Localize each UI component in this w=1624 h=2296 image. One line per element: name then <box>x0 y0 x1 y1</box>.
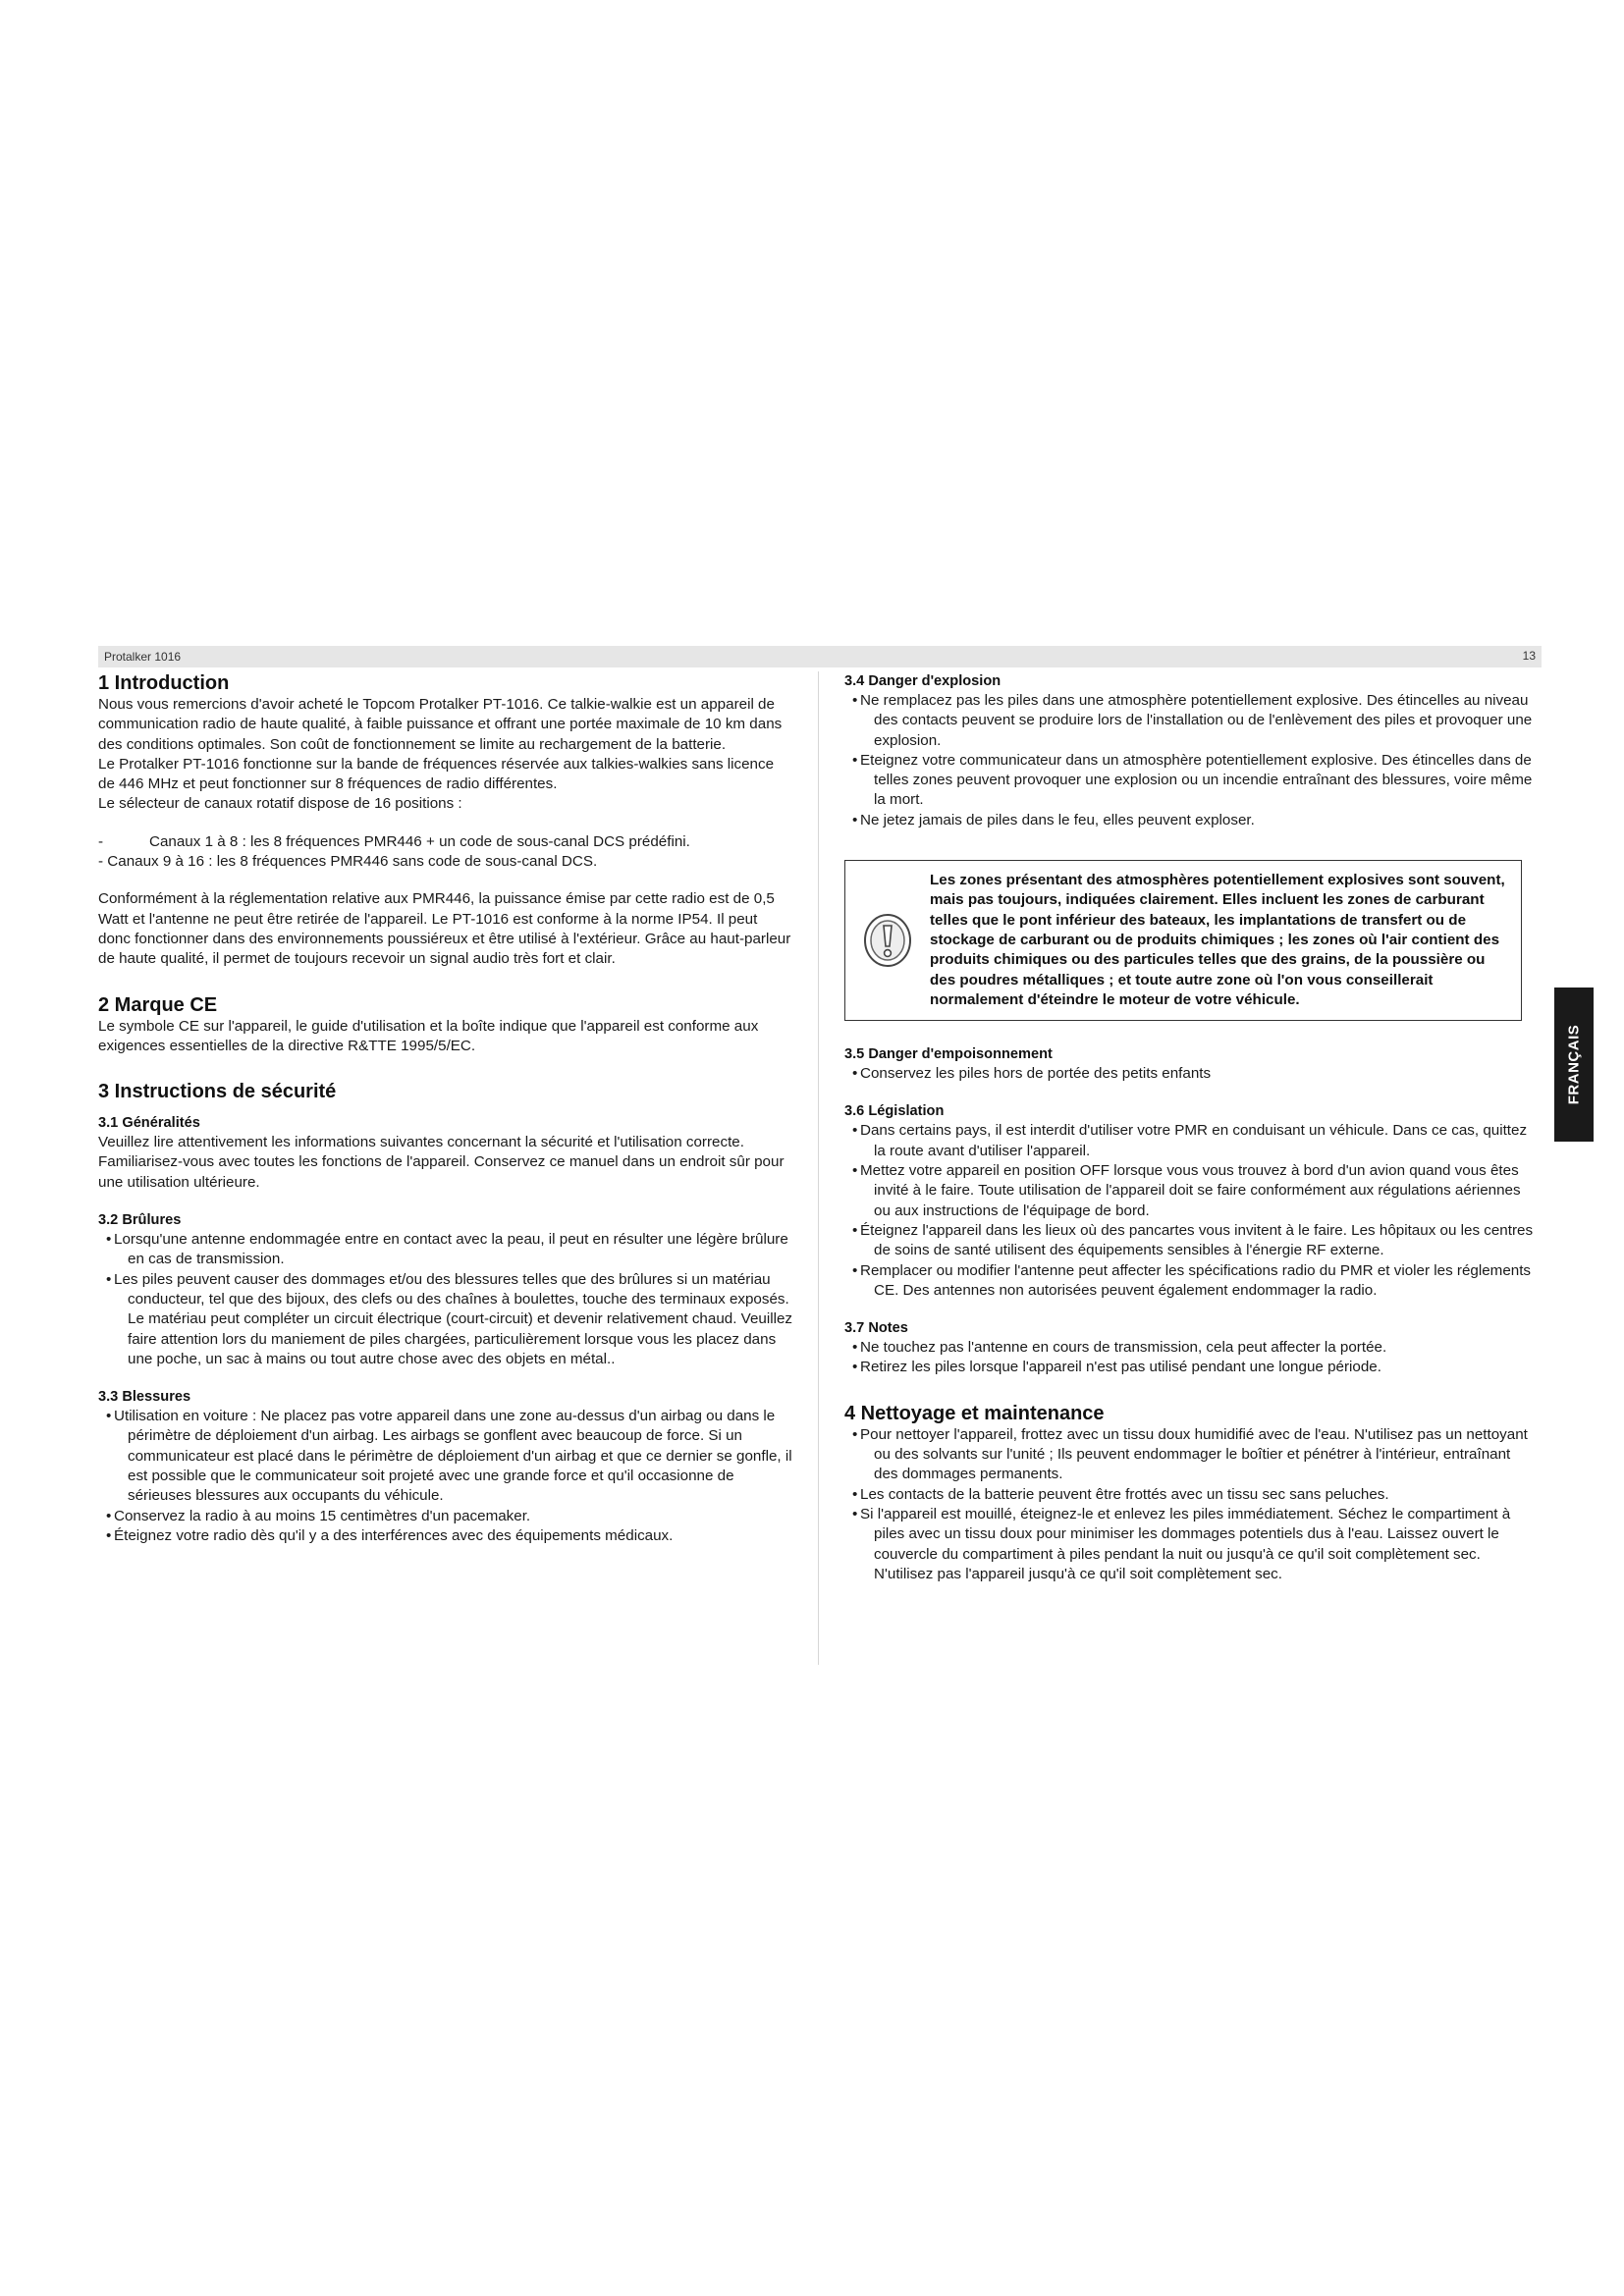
general-paragraph: Veuillez lire attentivement les informations suivantes concernant la sécurité et l'utilisation correcte. Familiarisez-vous avec toutes les fonctions de l'appareil. Conservez ce manuel dans un endroit sûr pour une utilisation ultérieure. <box>98 1134 785 1191</box>
legislation-list <box>844 1121 1536 1301</box>
exclamation-icon <box>845 871 930 1010</box>
section-title-safety: 3 Instructions de sécurité <box>98 1081 337 1103</box>
list-item: • Éteignez votre radio dès qu'il y a des interférences avec des équipements médicaux. <box>98 1526 793 1546</box>
list-item: • Eteignez votre communicateur dans un atmosphère potentiellement explosive. Des étincelles dans de telles zones peuvent provoquer une explosion ou un incendie entraînant des blessures, voire même la mort. <box>844 751 1536 811</box>
intro-paragraph-2: Le Protalker PT-1016 fonctionne sur la bande de fréquences réservée aux talkies-walkies sans licence de 446 MHz et peut fonctionner sur 8 fréquences de radio différentes. <box>98 755 775 793</box>
intro-paragraph-3: Le sélecteur de canaux rotatif dispose de 16 positions : <box>98 795 462 813</box>
list-item: • Conservez les piles hors de portée des petits enfants <box>844 1064 1536 1084</box>
list-item: • Éteignez l'appareil dans les lieux où des pancartes vous invitent à le faire. Les hôpitaux ou les centres de soins de santé utilisent des équipements sensibles à l'énergie RF externe. <box>844 1221 1536 1261</box>
cleaning-list <box>844 1425 1536 1584</box>
list-item: • Remplacer ou modifier l'antenne peut affecter les spécifications radio du PMR et violer les réglements CE. Des antennes non autorisées peuvent également endommager la radio. <box>844 1261 1536 1302</box>
left-column <box>98 671 793 1546</box>
right-column <box>844 671 1536 1584</box>
list-item: • Les contacts de la batterie peuvent être frottés avec un tissu sec sans peluches. <box>844 1485 1536 1505</box>
channel-text-1: Canaux 1 à 8 : les 8 fréquences PMR446 + un code de sous-canal DCS prédéfini. <box>149 832 690 850</box>
notes-list <box>844 1338 1536 1378</box>
subsection-title-poisoning: 3.5 Danger d'empoisonnement <box>844 1046 1053 1063</box>
page-number: 13 <box>1522 649 1536 663</box>
subsection-title-general: 3.1 Généralités <box>98 1115 200 1132</box>
subsection-title-notes: 3.7 Notes <box>844 1320 908 1337</box>
list-item: • Conservez la radio à au moins 15 centimètres d'un pacemaker. <box>98 1507 793 1526</box>
subsection-title-legislation: 3.6 Législation <box>844 1103 945 1120</box>
list-item: • Ne remplacez pas les piles dans une atmosphère potentiellement explosive. Des étincelles au niveau des contacts peuvent se produire lors de l'installation ou de l'enlèvement des piles et provoquer une explosion. <box>844 691 1536 751</box>
list-item: • Les piles peuvent causer des dommages et/ou des blessures telles que des brûlures si un matériau conducteur, tel que des bijoux, des clefs ou des chaînes à boulettes, touche des terminaux exposés. Le matériau peut compléter un circuit électrique (court-circuit) et devenir relativement chaud. Veuillez faire attention lors du maniement de piles chargées, particulièrement lorsque vous les placez dans une poche, un sac à mains ou tout autre chose avec des objets en métal.. <box>98 1270 793 1369</box>
page-header <box>98 646 1542 667</box>
warning-text: Les zones présentant des atmosphères potentiellement explosives sont souvent, mais pas toujours, indiquées clairement. Elles incluent les zones de carburant telles que le pont inférieur des bateaux, les implantations de transfert ou de stockage de carburant ou de produits chimiques ; les zones où l'air contient des produits chimiques ou des particules telles que des grains, de la poussière ou des poudres métalliques ; et toute autre zone où l'on vous conseillerait normalement d'éteindre le moteur de votre véhicule. <box>930 872 1505 1008</box>
intro-paragraph-4: Conformément à la réglementation relative aux PMR446, la puissance émise par cette radio est de 0,5 Watt et l'antenne ne peut être retirée de l'appareil. Le PT-1016 est conforme à la norme IP54. Il peut donc fonctionner dans des environnements poussiéreux et être utilisé à l'extérieur. Grâce au haut-parleur de haute qualité, il permet de toujours recevoir un signal audio très fort et clair. <box>98 890 791 968</box>
list-item: • Pour nettoyer l'appareil, frottez avec un tissu doux humidifié avec de l'eau. N'utilisez pas un nettoyant ou des solvants sur l'unité ; Ils peuvent endommager le boîtier et pénétrer à l'intérieur, entraînant des dommages permanents. <box>844 1425 1536 1485</box>
explosion-list <box>844 691 1536 830</box>
list-item: • Ne touchez pas l'antenne en cours de transmission, cela peut affecter la portée. <box>844 1338 1536 1358</box>
list-item: • Lorsqu'une antenne endommagée entre en contact avec la peau, il peut en résulter une légère brûlure en cas de transmission. <box>98 1230 793 1270</box>
list-item: • Utilisation en voiture : Ne placez pas votre appareil dans une zone au-dessus d'un airbag ou dans le périmètre de déploiement d'un airbag. Les airbags se gonflent avec beaucoup de force. Si un communicateur est placé dans le périmètre de déploiement d'un airbag et que ce dernier se gonfle, il est possible que le communicateur soit projeté avec une grande force et qu'il occasionne de sérieuses blessures aux occupants du véhicule. <box>98 1407 793 1506</box>
channel-line-2: - Canaux 9 à 16 : les 8 fréquences PMR446 sans code de sous-canal DCS. <box>98 853 598 871</box>
column-divider <box>818 671 819 1665</box>
intro-paragraph-1: Nous vous remercions d'avoir acheté le Topcom Protalker PT-1016. Ce talkie-walkie est un appareil de communication radio de haute qualité, à faible puissance et offrant une portée maximale de 10 km dans des conditions optimales. Son coût de fonctionnement se limite au rechargement de la batterie. <box>98 696 783 753</box>
subsection-title-explosion: 3.4 Danger d'explosion <box>844 673 1001 689</box>
channel-line-1 <box>98 832 793 852</box>
burns-list <box>98 1230 793 1369</box>
subsection-title-injuries: 3.3 Blessures <box>98 1389 191 1406</box>
section-title-ce: 2 Marque CE <box>98 993 218 1016</box>
language-tab-label: FRANÇAIS <box>1565 1024 1583 1105</box>
header-product-name: Protalker 1016 <box>104 650 182 664</box>
language-tab <box>1554 988 1594 1142</box>
section-title-cleaning: 4 Nettoyage et maintenance <box>844 1402 1105 1424</box>
section-title-introduction: 1 Introduction <box>98 672 230 694</box>
poisoning-list <box>844 1064 1536 1084</box>
list-item: • Si l'appareil est mouillé, éteignez-le et enlevez les piles immédiatement. Séchez le compartiment à piles avec un tissu doux pour minimiser les dommages potentiels dus à l'eau. Laissez ouvert le couvercle du compartiment à piles pendant la nuit ou jusqu'à ce qu'il soit complètement sec. N'utilisez pas l'appareil jusqu'à ce qu'il soit complètement sec. <box>844 1505 1536 1584</box>
ce-paragraph: Le symbole CE sur l'appareil, le guide d'utilisation et la boîte indique que l'appareil est conforme aux exigences essentielles de la directive R&TTE 1995/5/EC. <box>98 1017 759 1054</box>
subsection-title-burns: 3.2 Brûlures <box>98 1212 182 1229</box>
channel-dash: - <box>98 832 104 850</box>
list-item: • Ne jetez jamais de piles dans le feu, elles peuvent exploser. <box>844 811 1536 830</box>
list-item: • Retirez les piles lorsque l'appareil n'est pas utilisé pendant une longue période. <box>844 1358 1536 1377</box>
list-item: • Mettez votre appareil en position OFF lorsque vous vous trouvez à bord d'un avion quand vous êtes invité à le faire. Toute utilisation de l'appareil doit se faire conformément aux régulations aériennes ou aux instructions de l'équipage de bord. <box>844 1161 1536 1221</box>
warning-box <box>844 860 1522 1021</box>
list-item: • Dans certains pays, il est interdit d'utiliser votre PMR en conduisant un véhicule. Dans ce cas, quittez la route avant d'utiliser l'appareil. <box>844 1121 1536 1161</box>
injuries-list <box>98 1407 793 1546</box>
